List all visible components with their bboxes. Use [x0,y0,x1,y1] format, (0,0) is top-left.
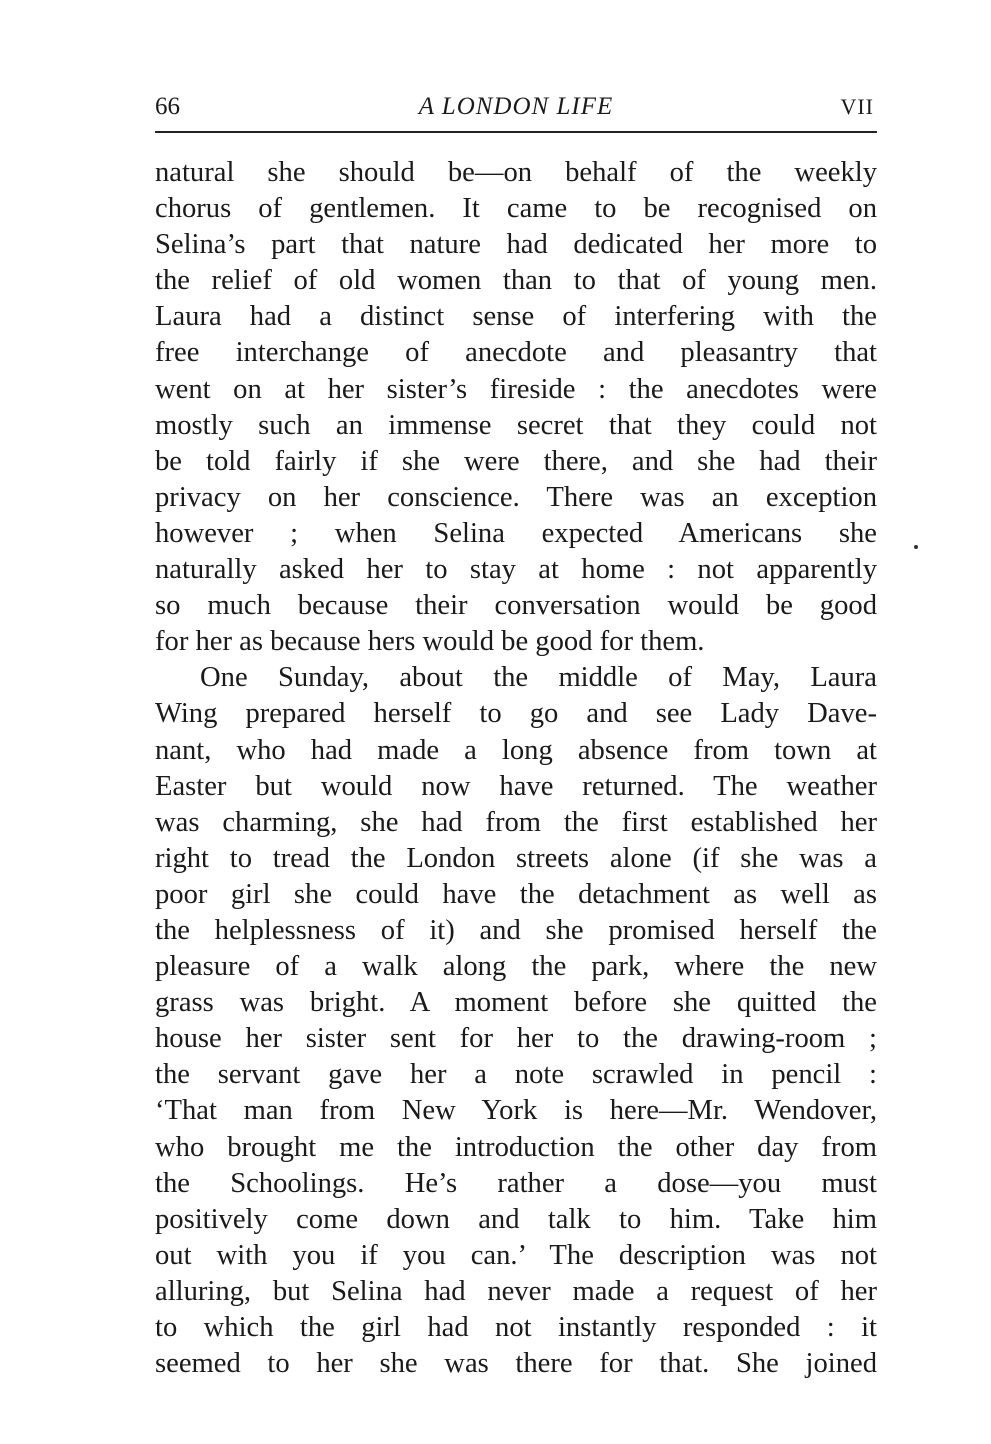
paragraph-first-line: One Sunday, about the middle of May, Laura [200,662,877,694]
text-line: who brought me the introduction the other day from [155,1131,877,1163]
text-line: poor girl she could have the detachment as well as [155,878,877,910]
text-line: out with you if you can.’ The description was not [155,1239,877,1271]
chapter-number: VII [840,94,874,119]
text-line: privacy on her conscience. There was an exception [155,481,877,513]
text-line: right to tread the London streets alone (if she was a [155,842,877,874]
text-line: the relief of old women than to that of young men. [155,265,877,297]
text-line: be told fairly if she were there, and she had their [155,445,877,477]
text-line: mostly such an immense secret that they could not [155,409,877,441]
text-line: the helplessness of it) and she promised herself the [155,914,877,946]
text-line: to which the girl had not instantly responded : it [155,1312,877,1343]
text-line: free interchange of anecdote and pleasantry that [155,337,877,369]
text-line: the Schoolings. He’s rather a dose—you must [155,1167,877,1199]
header-rule [155,131,877,133]
text-line: Laura had a distinct sense of interfering with the [155,301,877,333]
text-line: was charming, she had from the first established her [155,806,877,838]
paragraph-last-line: for her as because hers would be good for them. [155,626,705,658]
text-line: house her sister sent for her to the drawing-room ; [155,1023,877,1055]
text-line: Easter but would now have returned. The weather [155,770,877,802]
body-text [155,155,877,1382]
running-head [155,92,877,122]
text-line: naturally asked her to stay at home : not apparently [155,554,877,586]
text-line: grass was bright. A moment before she quitted the [155,987,877,1019]
text-line: went on at her sister’s fireside : the anecdotes were [155,373,877,405]
text-line: the servant gave her a note scrawled in pencil : [155,1059,877,1091]
text-line: Wing prepared herself to go and see Lady Dave- [155,698,877,730]
text-line: pleasure of a walk along the park, where the new [155,951,877,983]
text-line: so much because their conversation would be good [155,590,877,622]
text-line: ‘That man from New York is here—Mr. Wendover, [155,1095,877,1127]
text-line: however ; when Selina expected Americans she [155,517,877,549]
page-number: 66 [155,93,180,120]
text-line: chorus of gentlemen. It came to be recognised on [155,193,877,225]
text-line: alluring, but Selina had never made a request of her [155,1275,877,1307]
text-line: positively come down and talk to him. Take him [155,1203,877,1235]
text-line: Selina’s part that nature had dedicated her more to [155,229,877,261]
text-line: nant, who had made a long absence from town at [155,734,877,766]
running-title: A LONDON LIFE [418,93,614,120]
text-line: seemed to her she was there for that. She joined [155,1348,877,1380]
text-line: natural she should be—on behalf of the weekly [155,157,877,188]
ink-speck [914,545,918,549]
